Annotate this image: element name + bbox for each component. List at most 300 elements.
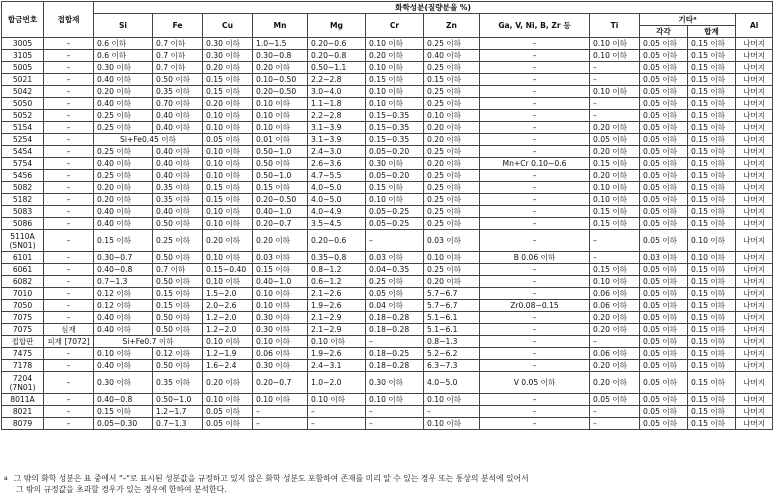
cell-zn: 0.40 이하 [424, 50, 480, 62]
cell-ga-v-ni-b-zr: – [480, 218, 590, 230]
cell-ga-v-ni-b-zr: – [480, 418, 590, 430]
footnote-marker: a [4, 475, 8, 482]
header-cu: Cu [203, 14, 253, 38]
cell-cladding: – [44, 74, 94, 86]
table-row [2, 372, 773, 394]
cell-ga-v-ni-b-zr: – [480, 276, 590, 288]
cell-zn: 0.25 이하 [424, 182, 480, 194]
cell-others-total: 0.15 이하 [688, 336, 736, 348]
cell-mg: 4.7~5.5 [308, 170, 366, 182]
cell-ti: 0.10 이하 [590, 182, 640, 194]
cell-mg: 3.5~4.5 [308, 218, 366, 230]
cell-al: 나머지 [736, 86, 773, 98]
cell-mg: 4.0~5.0 [308, 194, 366, 206]
cell-mn: 0.30~0.8 [253, 50, 308, 62]
cell-zn: 4.0~5.0 [424, 372, 480, 394]
cell-alloy-no: 7075 [2, 312, 44, 324]
cell-ti: 0.10 이하 [590, 194, 640, 206]
cell-mn: 0.50~1.0 [253, 170, 308, 182]
cell-others-each: 0.05 이하 [640, 158, 688, 170]
cell-cladding: – [44, 264, 94, 276]
cell-fe: 0.35 이하 [153, 86, 203, 98]
cell-cr: 0.05~0.20 [366, 170, 424, 182]
cell-ga-v-ni-b-zr: – [480, 110, 590, 122]
cell-ti: 0.10 이하 [590, 38, 640, 50]
cell-mn: 0.01 이하 [253, 134, 308, 146]
table-row [2, 206, 773, 218]
cell-alloy-no: 5052 [2, 110, 44, 122]
cell-fe: 0.7 이하 [153, 62, 203, 74]
cell-others-total: 0.15 이하 [688, 394, 736, 406]
cell-al: 나머지 [736, 170, 773, 182]
cell-mg: 2.1~2.9 [308, 324, 366, 336]
table-row [2, 194, 773, 206]
cell-cr: 0.04~0.35 [366, 264, 424, 276]
cell-others-total: 0.15 이하 [688, 218, 736, 230]
cell-ti: 0.15 이하 [590, 264, 640, 276]
cell-cu: 1.6~2.4 [203, 360, 253, 372]
cell-fe: 0.7 이하 [153, 264, 203, 276]
cell-mg: 2.2~2.8 [308, 74, 366, 86]
cell-alloy-no: 5021 [2, 74, 44, 86]
cell-zn: – [424, 406, 480, 418]
cell-si: 0.6 이하 [94, 50, 153, 62]
table-row [2, 418, 773, 430]
cell-zn: 5.2~6.2 [424, 348, 480, 360]
cell-others-each: 0.05 이하 [640, 336, 688, 348]
cell-fe: 0.40 이하 [153, 110, 203, 122]
cell-others-total: 0.15 이하 [688, 74, 736, 86]
cell-al: 나머지 [736, 110, 773, 122]
cell-si: 0.20 이하 [94, 86, 153, 98]
cell-mg: 0.50~1.1 [308, 62, 366, 74]
footnote-text-2: 그 밖의 규정값을 초과할 경우가 있는 경우에 한하여 분석한다. [16, 485, 227, 494]
cell-mn: 0.15 이하 [253, 264, 308, 276]
cell-cladding: – [44, 98, 94, 110]
cell-cladding: – [44, 170, 94, 182]
cell-alloy-no: 8011A [2, 394, 44, 406]
cell-si: 0.30 이하 [94, 62, 153, 74]
cell-ti: 0.10 이하 [590, 86, 640, 98]
cell-fe: 1.2~1.7 [153, 406, 203, 418]
cell-others-total: 0.15 이하 [688, 276, 736, 288]
cell-alloy-no: 5254 [2, 134, 44, 146]
cell-al: 나머지 [736, 218, 773, 230]
cell-cladding: – [44, 288, 94, 300]
cell-others-each: 0.05 이하 [640, 324, 688, 336]
cell-fe: 0.15 이하 [153, 288, 203, 300]
cell-others-each: 0.05 이하 [640, 300, 688, 312]
cell-cu: 0.05 이하 [203, 134, 253, 146]
cell-others-total: 0.15 이하 [688, 264, 736, 276]
cell-ti: 0.05 이하 [590, 134, 640, 146]
header-mn: Mn [253, 14, 308, 38]
cell-cladding: 피재 [7072] [44, 336, 94, 348]
cell-mn: 0.06 이하 [253, 348, 308, 360]
cell-ga-v-ni-b-zr: – [480, 312, 590, 324]
cell-others-each: 0.05 이하 [640, 50, 688, 62]
cell-others-total: 0.15 이하 [688, 122, 736, 134]
cell-al: 나머지 [736, 158, 773, 170]
cell-zn: 0.10 이하 [424, 110, 480, 122]
cell-others-total: 0.15 이하 [688, 98, 736, 110]
cell-zn: 0.25 이하 [424, 170, 480, 182]
table-row [2, 74, 773, 86]
cell-si: 0.40 이하 [94, 74, 153, 86]
cell-cladding: – [44, 418, 94, 430]
cell-ti: 0.05 이하 [590, 394, 640, 406]
cell-ga-v-ni-b-zr: – [480, 348, 590, 360]
cell-si: 0.40 이하 [94, 206, 153, 218]
cell-others-total: 0.15 이하 [688, 50, 736, 62]
cell-mg: – [308, 418, 366, 430]
cell-zn: 0.20 이하 [424, 158, 480, 170]
cell-ti: 0.06 이하 [590, 288, 640, 300]
cell-fe: 0.35 이하 [153, 182, 203, 194]
footnote-line-1 [4, 473, 770, 484]
cell-cr: 0.18~0.25 [366, 348, 424, 360]
cell-zn: 0.15 이하 [424, 74, 480, 86]
header-si: Si [94, 14, 153, 38]
table-row [2, 182, 773, 194]
cell-cu: 0.10 이하 [203, 170, 253, 182]
cell-al: 나머지 [736, 50, 773, 62]
cell-cr: 0.18~0.28 [366, 312, 424, 324]
cell-cladding: – [44, 122, 94, 134]
cell-alloy-no: 5456 [2, 170, 44, 182]
cell-fe: 0.50 이하 [153, 312, 203, 324]
cell-mn: 0.20~0.50 [253, 194, 308, 206]
cell-others-total: 0.15 이하 [688, 146, 736, 158]
cell-mg: 1.1~1.8 [308, 98, 366, 110]
cell-si: 0.40 이하 [94, 218, 153, 230]
cell-mg: 0.35~0.8 [308, 252, 366, 264]
cell-cr: 0.25 이하 [366, 276, 424, 288]
cell-cr: 0.10 이하 [366, 194, 424, 206]
cell-mg: 2.1~2.6 [308, 288, 366, 300]
cell-si: 0.20 이하 [94, 182, 153, 194]
cell-mn: 0.20~0.50 [253, 86, 308, 98]
cell-mg: 0.10 이하 [308, 394, 366, 406]
cell-cu: 0.20 이하 [203, 372, 253, 394]
cell-cu: 0.10 이하 [203, 336, 253, 348]
cell-cr: – [366, 406, 424, 418]
cell-cladding: – [44, 110, 94, 122]
cell-zn: 0.20 이하 [424, 122, 480, 134]
cell-si: 0.15 이하 [94, 230, 153, 252]
cell-si: 0.25 이하 [94, 110, 153, 122]
cell-others-each: 0.05 이하 [640, 86, 688, 98]
header-each: 각각 [640, 26, 688, 38]
cell-others-each: 0.05 이하 [640, 62, 688, 74]
table-row [2, 134, 773, 146]
cell-others-total: 0.10 이하 [688, 252, 736, 264]
cell-ga-v-ni-b-zr: – [480, 336, 590, 348]
cell-al: 나머지 [736, 98, 773, 110]
cell-cladding: – [44, 86, 94, 98]
cell-ti: 0.20 이하 [590, 312, 640, 324]
composition-table [1, 1, 773, 430]
cell-fe: 0.40 이하 [153, 170, 203, 182]
cell-mn: 1.0~1.5 [253, 38, 308, 50]
cell-al: 나머지 [736, 264, 773, 276]
cell-zn: 0.20 이하 [424, 276, 480, 288]
cell-alloy-no: 7204 (7N01) [2, 372, 44, 394]
cell-alloy-no: 7050 [2, 300, 44, 312]
cell-mg: 0.10 이하 [308, 336, 366, 348]
cell-si: 0.40~0.8 [94, 264, 153, 276]
cell-others-total: 0.15 이하 [688, 312, 736, 324]
cell-others-total: 0.15 이하 [688, 300, 736, 312]
cell-al: 나머지 [736, 146, 773, 158]
table-row [2, 348, 773, 360]
cell-alloy-no: 5182 [2, 194, 44, 206]
cell-zn: 6.3~7.3 [424, 360, 480, 372]
header-cladding: 접합재 [44, 2, 94, 38]
cell-ti: 0.10 이하 [590, 276, 640, 288]
cell-mn: 0.10 이하 [253, 110, 308, 122]
cell-cladding: – [44, 360, 94, 372]
cell-others-total: 0.15 이하 [688, 206, 736, 218]
table-row [2, 276, 773, 288]
cell-mn: 0.20~0.7 [253, 372, 308, 394]
cell-mg: 3.1~3.9 [308, 134, 366, 146]
cell-cr: 0.05 이하 [366, 288, 424, 300]
cell-mg: 4.0~4.9 [308, 206, 366, 218]
cell-cu: 1.5~2.0 [203, 288, 253, 300]
cell-cr: 0.15~0.35 [366, 134, 424, 146]
cell-alloy-no: 7075 [2, 324, 44, 336]
cell-alloy-no: 5086 [2, 218, 44, 230]
cell-mn: 0.30 이하 [253, 312, 308, 324]
cell-cu: 0.10 이하 [203, 218, 253, 230]
table-row [2, 38, 773, 50]
table-row [2, 288, 773, 300]
cell-cladding: – [44, 372, 94, 394]
cell-fe: 0.50~1.0 [153, 394, 203, 406]
cell-cr: – [366, 230, 424, 252]
cell-al: 나머지 [736, 276, 773, 288]
cell-cladding: – [44, 312, 94, 324]
cell-fe: 0.50 이하 [153, 324, 203, 336]
cell-alloy-no: 5005 [2, 62, 44, 74]
cell-mg: 0.8~1.2 [308, 264, 366, 276]
cell-cr: 0.18~0.28 [366, 360, 424, 372]
cell-al: 나머지 [736, 206, 773, 218]
cell-others-total: 0.15 이하 [688, 360, 736, 372]
cell-others-each: 0.05 이하 [640, 406, 688, 418]
cell-cladding: – [44, 230, 94, 252]
cell-others-each: 0.05 이하 [640, 312, 688, 324]
cell-ti: 0.20 이하 [590, 146, 640, 158]
table-row [2, 98, 773, 110]
cell-al: 나머지 [736, 300, 773, 312]
cell-others-each: 0.05 이하 [640, 372, 688, 394]
cell-others-each: 0.05 이하 [640, 360, 688, 372]
cell-cladding: – [44, 206, 94, 218]
table-row [2, 62, 773, 74]
cell-mg: 1.0~2.0 [308, 372, 366, 394]
table-header [2, 2, 773, 38]
cell-others-each: 0.05 이하 [640, 170, 688, 182]
cell-others-total: 0.15 이하 [688, 86, 736, 98]
cell-ga-v-ni-b-zr: – [480, 360, 590, 372]
cell-cladding: – [44, 406, 94, 418]
cell-si: 0.40 이하 [94, 324, 153, 336]
cell-zn: 5.1~6.1 [424, 324, 480, 336]
cell-others-each: 0.03 이하 [640, 252, 688, 264]
cell-mn: 0.50 이하 [253, 158, 308, 170]
cell-cr: 0.10 이하 [366, 86, 424, 98]
cell-others-each: 0.05 이하 [640, 38, 688, 50]
cell-ga-v-ni-b-zr: – [480, 394, 590, 406]
cell-al: 나머지 [736, 324, 773, 336]
table-row [2, 394, 773, 406]
cell-si: 0.15 이하 [94, 406, 153, 418]
table-row [2, 50, 773, 62]
cell-zn: 0.10 이하 [424, 252, 480, 264]
cell-fe: 0.50 이하 [153, 74, 203, 86]
cell-others-each: 0.05 이하 [640, 206, 688, 218]
cell-others-each: 0.05 이하 [640, 288, 688, 300]
cell-ti: – [590, 406, 640, 418]
cell-fe: 0.70 이하 [153, 98, 203, 110]
cell-cr: – [366, 418, 424, 430]
cell-fe: 0.7~1.3 [153, 418, 203, 430]
cell-mg: 4.0~5.0 [308, 182, 366, 194]
cell-si: 0.6 이하 [94, 38, 153, 50]
cell-ga-v-ni-b-zr: – [480, 182, 590, 194]
cell-cu: 0.15 이하 [203, 86, 253, 98]
cell-cu: 0.20 이하 [203, 230, 253, 252]
cell-si: 0.20 이하 [94, 194, 153, 206]
cell-ga-v-ni-b-zr: – [480, 122, 590, 134]
cell-cr: 0.15~0.35 [366, 122, 424, 134]
cell-mg: 0.20~0.6 [308, 230, 366, 252]
cell-cu: 0.30 이하 [203, 50, 253, 62]
cell-mg: 0.20~0.8 [308, 50, 366, 62]
cell-cladding: – [44, 348, 94, 360]
cell-others-total: 0.15 이하 [688, 170, 736, 182]
cell-ga-v-ni-b-zr: – [480, 206, 590, 218]
table-row [2, 406, 773, 418]
cell-al: 나머지 [736, 252, 773, 264]
cell-ti: 0.20 이하 [590, 372, 640, 394]
cell-mg: 2.6~3.6 [308, 158, 366, 170]
cell-fe: 0.50 이하 [153, 252, 203, 264]
cell-ga-v-ni-b-zr: – [480, 50, 590, 62]
table-row [2, 122, 773, 134]
cell-mn: 0.40~1.0 [253, 276, 308, 288]
cell-mn: – [253, 418, 308, 430]
cell-cu: 0.05 이하 [203, 406, 253, 418]
cell-zn: 0.25 이하 [424, 146, 480, 158]
cell-mn: 0.20 이하 [253, 230, 308, 252]
cell-ga-v-ni-b-zr: – [480, 194, 590, 206]
cell-ti: – [590, 418, 640, 430]
cell-ga-v-ni-b-zr: – [480, 134, 590, 146]
table-row [2, 336, 773, 348]
cell-cr: 0.10 이하 [366, 98, 424, 110]
cell-cu: 0.30 이하 [203, 38, 253, 50]
cell-mn: 0.30 이하 [253, 360, 308, 372]
cell-cu: 1.2~2.0 [203, 312, 253, 324]
cell-cu: 0.10 이하 [203, 276, 253, 288]
cell-si: 0.40 이하 [94, 360, 153, 372]
cell-ti: 0.15 이하 [590, 206, 640, 218]
cell-al: 나머지 [736, 134, 773, 146]
cell-al: 나머지 [736, 74, 773, 86]
cell-cr: 0.18~0.28 [366, 324, 424, 336]
cell-al: 나머지 [736, 336, 773, 348]
cell-alloy-no: 3105 [2, 50, 44, 62]
header-total: 합계 [688, 26, 736, 38]
cell-cr: 0.10 이하 [366, 38, 424, 50]
cell-cr: 0.30 이하 [366, 372, 424, 394]
cell-al: 나머지 [736, 122, 773, 134]
cell-cr: 0.15 이하 [366, 182, 424, 194]
cell-alloy-no: 5042 [2, 86, 44, 98]
table-row [2, 146, 773, 158]
cell-zn: 0.25 이하 [424, 62, 480, 74]
cell-zn: 0.25 이하 [424, 194, 480, 206]
cell-zn: 0.25 이하 [424, 86, 480, 98]
cell-cu: 0.15 이하 [203, 182, 253, 194]
cell-alloy-no: 5454 [2, 146, 44, 158]
table-row [2, 312, 773, 324]
cell-mg: 2.1~2.9 [308, 312, 366, 324]
cell-mg: 0.20~0.6 [308, 38, 366, 50]
cell-zn: 0.8~1.3 [424, 336, 480, 348]
cell-cu: 0.05 이하 [203, 418, 253, 430]
cell-ti: – [590, 336, 640, 348]
cell-cladding: – [44, 218, 94, 230]
cell-zn: 0.03 이하 [424, 230, 480, 252]
cell-alloy-no: 3005 [2, 38, 44, 50]
cell-others-total: 0.15 이하 [688, 288, 736, 300]
footnote [4, 473, 770, 495]
cell-others-total: 0.15 이하 [688, 324, 736, 336]
cell-ti: 0.06 이하 [590, 348, 640, 360]
cell-cr: 0.05~0.25 [366, 206, 424, 218]
cell-al: 나머지 [736, 182, 773, 194]
cell-ti: 0.20 이하 [590, 360, 640, 372]
cell-ti: – [590, 62, 640, 74]
cell-si: 0.12 이하 [94, 288, 153, 300]
cell-mn: 0.10 이하 [253, 122, 308, 134]
table-row [2, 218, 773, 230]
cell-si: 0.05~0.30 [94, 418, 153, 430]
cell-ga-v-ni-b-zr: – [480, 170, 590, 182]
cell-ga-v-ni-b-zr: – [480, 98, 590, 110]
cell-others-each: 0.05 이하 [640, 418, 688, 430]
header-al: Al [736, 14, 773, 38]
cell-mg: 2.4~3.0 [308, 146, 366, 158]
cell-cu: 0.10 이하 [203, 110, 253, 122]
cell-others-each: 0.05 이하 [640, 110, 688, 122]
table-row [2, 110, 773, 122]
cell-ti: 0.20 이하 [590, 170, 640, 182]
cell-cladding: – [44, 300, 94, 312]
cell-others-total: 0.15 이하 [688, 418, 736, 430]
cell-others-total: 0.15 이하 [688, 110, 736, 122]
cell-fe: 0.40 이하 [153, 122, 203, 134]
cell-al: 나머지 [736, 360, 773, 372]
cell-cladding: – [44, 134, 94, 146]
cell-others-total: 0.15 이하 [688, 194, 736, 206]
header-alloy-no: 합금번호 [2, 2, 44, 38]
cell-si: 0.25 이하 [94, 122, 153, 134]
